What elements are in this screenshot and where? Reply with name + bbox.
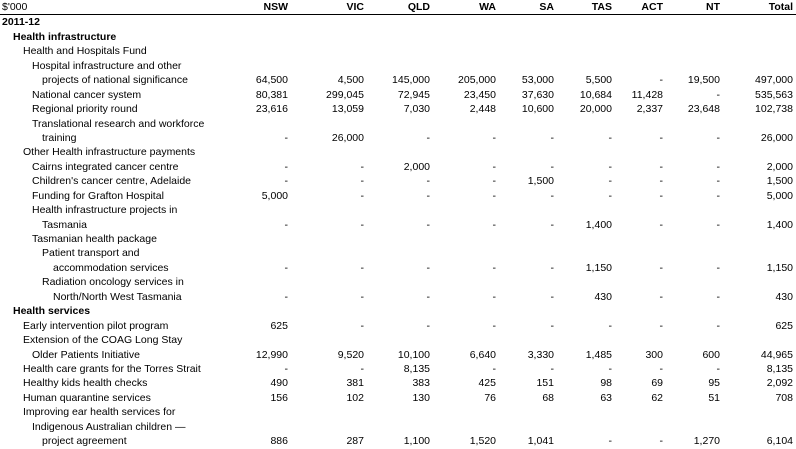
cell-wa: - — [492, 290, 496, 303]
cell-nt: - — [716, 319, 720, 332]
cell-wa: - — [492, 160, 496, 173]
table-row — [0, 189, 796, 203]
cell-wa: 1,520 — [469, 435, 496, 448]
cell-tas: 20,000 — [579, 103, 612, 116]
cell-act: - — [659, 160, 663, 173]
col-header-tas: TAS — [591, 1, 612, 13]
cell-vic: - — [360, 290, 364, 303]
cell-nt: - — [716, 189, 720, 202]
cell-vic: - — [360, 175, 364, 188]
cell-qld: - — [426, 319, 430, 332]
cell-sa: 37,630 — [521, 88, 554, 101]
table-row — [0, 44, 796, 58]
cell-tas: 1,150 — [585, 261, 612, 274]
cell-nsw: - — [284, 175, 288, 188]
table-row — [0, 218, 796, 232]
cell-nt: 51 — [708, 391, 720, 404]
cell-total: 1,150 — [766, 261, 793, 274]
table-row — [0, 405, 796, 419]
cell-tas: - — [608, 189, 612, 202]
cell-nsw: 12,990 — [255, 348, 288, 361]
cell-nsw: - — [284, 218, 288, 231]
table-row — [0, 319, 796, 333]
cell-sa: - — [550, 160, 554, 173]
cell-total: 1,400 — [766, 218, 793, 231]
cell-tas: 63 — [600, 391, 612, 404]
row-label: projects of national significance — [42, 74, 188, 87]
table-row — [0, 160, 796, 174]
row-label: Radiation oncology services in — [42, 276, 184, 289]
cell-nsw: 625 — [270, 319, 288, 332]
cell-wa: 76 — [484, 391, 496, 404]
table-row — [0, 174, 796, 188]
row-label: Health infrastructure projects in — [32, 204, 178, 217]
row-label: Human quarantine services — [23, 391, 151, 404]
cell-tas: 1,485 — [585, 348, 612, 361]
cell-act: - — [659, 290, 663, 303]
table-row — [0, 391, 796, 405]
cell-nt: 19,500 — [687, 74, 720, 87]
row-label: 2011-12 — [2, 16, 40, 29]
cell-qld: 72,945 — [397, 88, 430, 101]
cell-total: 2,000 — [766, 160, 793, 173]
cell-total: 5,000 — [766, 189, 793, 202]
cell-vic: 9,520 — [337, 348, 364, 361]
cell-tas: - — [608, 131, 612, 144]
cell-tas: - — [608, 435, 612, 448]
cell-nt: 23,648 — [687, 103, 720, 116]
cell-sa: 1,041 — [527, 435, 554, 448]
cell-vic: 102 — [346, 391, 364, 404]
row-label: Tasmania — [42, 218, 87, 231]
table-row — [0, 348, 796, 362]
section-header-row — [0, 30, 796, 44]
col-header-nsw: NSW — [263, 1, 288, 13]
cell-sa: 10,600 — [521, 103, 554, 116]
row-label: Extension of the COAG Long Stay — [23, 334, 183, 347]
cell-sa: 3,330 — [527, 348, 554, 361]
cell-nt: - — [716, 261, 720, 274]
cell-qld: - — [426, 131, 430, 144]
table-body — [0, 15, 796, 448]
cell-total: 2,092 — [766, 377, 793, 390]
cell-vic: - — [360, 189, 364, 202]
col-header-total: Total — [768, 1, 793, 13]
table-row — [0, 376, 796, 390]
row-label: Regional priority round — [32, 103, 138, 116]
cell-total: 625 — [775, 319, 793, 332]
table-row — [0, 59, 796, 73]
cell-vic: - — [360, 261, 364, 274]
cell-tas: 1,400 — [585, 218, 612, 231]
cell-act: - — [659, 261, 663, 274]
cell-act: 2,337 — [636, 103, 663, 116]
col-header-sa: SA — [539, 1, 554, 13]
cell-wa: - — [492, 261, 496, 274]
row-label: Health care grants for the Torres Strait — [23, 362, 201, 375]
row-label: Cairns integrated cancer centre — [32, 160, 179, 173]
cell-wa: - — [492, 319, 496, 332]
cell-vic: 299,045 — [326, 88, 364, 101]
cell-wa: 23,450 — [463, 88, 496, 101]
table-row — [0, 73, 796, 87]
cell-nt: 600 — [702, 348, 720, 361]
table-row — [0, 362, 796, 376]
cell-vic: - — [360, 362, 364, 375]
cell-act: 62 — [651, 391, 663, 404]
cell-total: 26,000 — [760, 131, 793, 144]
table-row — [0, 117, 796, 131]
cell-sa: - — [550, 362, 554, 375]
col-header-nt: NT — [706, 1, 720, 13]
cell-total: 535,563 — [755, 88, 793, 101]
cell-tas: - — [608, 175, 612, 188]
col-header-wa: WA — [479, 1, 496, 13]
cell-wa: - — [492, 218, 496, 231]
cell-total: 44,965 — [760, 348, 793, 361]
cell-act: 69 — [651, 377, 663, 390]
cell-nsw: 23,616 — [255, 103, 288, 116]
row-label: Other Health infrastructure payments — [23, 146, 196, 159]
cell-sa: - — [550, 131, 554, 144]
cell-vic: - — [360, 160, 364, 173]
table-row — [0, 434, 796, 448]
cell-vic: 26,000 — [331, 131, 364, 144]
cell-tas: - — [608, 160, 612, 173]
cell-qld: - — [426, 189, 430, 202]
cell-act: - — [659, 74, 663, 87]
cell-qld: 8,135 — [403, 362, 430, 375]
cell-sa: 1,500 — [527, 175, 554, 188]
cell-vic: 287 — [346, 435, 364, 448]
cell-qld: - — [426, 290, 430, 303]
cell-tas: - — [608, 319, 612, 332]
row-label: Improving ear health services for — [23, 406, 176, 419]
cell-act: - — [659, 131, 663, 144]
cell-qld: - — [426, 218, 430, 231]
cell-act: - — [659, 218, 663, 231]
cell-sa: - — [550, 290, 554, 303]
cell-nt: - — [716, 175, 720, 188]
cell-qld: 10,100 — [397, 348, 430, 361]
cell-nsw: 886 — [270, 435, 288, 448]
cell-nsw: - — [284, 131, 288, 144]
cell-total: 708 — [775, 391, 793, 404]
row-label: Early intervention pilot program — [23, 319, 169, 332]
cell-act: 11,428 — [631, 88, 663, 101]
table-row — [0, 290, 796, 304]
cell-nsw: - — [284, 160, 288, 173]
table-row — [0, 333, 796, 347]
row-label: project agreement — [42, 435, 127, 448]
cell-act: 300 — [645, 348, 663, 361]
cell-qld: 383 — [412, 377, 430, 390]
cell-total: 8,135 — [766, 362, 793, 375]
cell-act: - — [659, 319, 663, 332]
cell-tas: 98 — [600, 377, 612, 390]
cell-total: 6,104 — [766, 435, 793, 448]
row-label: training — [42, 131, 77, 144]
cell-qld: 7,030 — [403, 103, 430, 116]
section-header-row — [0, 304, 796, 318]
cell-nsw: - — [284, 261, 288, 274]
cell-nt: - — [716, 218, 720, 231]
section-header-row — [0, 15, 796, 29]
cell-wa: - — [492, 131, 496, 144]
cell-total: 430 — [775, 290, 793, 303]
table-row — [0, 246, 796, 260]
unit-label: $'000 — [2, 1, 28, 13]
cell-vic: 381 — [346, 377, 364, 390]
cell-nsw: 5,000 — [261, 189, 288, 202]
cell-qld: 145,000 — [392, 74, 430, 87]
cell-qld: 1,100 — [403, 435, 430, 448]
cell-sa: - — [550, 189, 554, 202]
col-header-act: ACT — [641, 1, 663, 13]
row-label: Patient transport and — [42, 247, 140, 260]
cell-vic: - — [360, 218, 364, 231]
cell-qld: - — [426, 175, 430, 188]
row-label: Health services — [13, 305, 91, 318]
cell-wa: 425 — [478, 377, 496, 390]
row-label: Healthy kids health checks — [23, 377, 148, 390]
cell-nsw: - — [284, 290, 288, 303]
row-label: Health infrastructure — [13, 30, 117, 43]
row-label: Indigenous Australian children — — [32, 420, 186, 433]
cell-act: - — [659, 362, 663, 375]
cell-total: 102,738 — [755, 103, 793, 116]
row-label: Hospital infrastructure and other — [32, 59, 182, 72]
cell-tas: - — [608, 362, 612, 375]
cell-wa: - — [492, 189, 496, 202]
cell-wa: - — [492, 175, 496, 188]
cell-act: - — [659, 435, 663, 448]
cell-wa: - — [492, 362, 496, 375]
cell-qld: 2,000 — [403, 160, 430, 173]
cell-vic: 4,500 — [337, 74, 364, 87]
cell-tas: 5,500 — [585, 74, 612, 87]
cell-nt: - — [716, 131, 720, 144]
row-label: Funding for Grafton Hospital — [32, 189, 164, 202]
cell-sa: - — [550, 218, 554, 231]
cell-sa: 151 — [536, 377, 554, 390]
cell-nt: - — [716, 362, 720, 375]
cell-nsw: 490 — [270, 377, 288, 390]
cell-nt: - — [716, 160, 720, 173]
row-label: National cancer system — [32, 88, 142, 101]
cell-vic: - — [360, 319, 364, 332]
cell-act: - — [659, 189, 663, 202]
row-label: accommodation services — [53, 261, 169, 274]
row-label: Children's cancer centre, Adelaide — [32, 175, 192, 188]
row-label: Older Patients Initiative — [32, 348, 140, 361]
cell-nsw: 64,500 — [255, 74, 288, 87]
table-row — [0, 131, 796, 145]
table-row — [0, 145, 796, 159]
col-header-vic: VIC — [346, 1, 364, 13]
cell-tas: 10,684 — [579, 88, 612, 101]
table-row — [0, 420, 796, 434]
table-row — [0, 261, 796, 275]
cell-sa: 68 — [542, 391, 554, 404]
row-label: Health and Hospitals Fund — [23, 45, 147, 58]
table-header — [0, 0, 796, 15]
table-row — [0, 232, 796, 246]
cell-sa: - — [550, 261, 554, 274]
cell-wa: 6,640 — [469, 348, 496, 361]
cell-nsw: 80,381 — [255, 88, 288, 101]
table-row — [0, 88, 796, 102]
row-label: Translational research and workforce — [32, 117, 205, 130]
cell-qld: 130 — [412, 391, 430, 404]
cell-act: - — [659, 175, 663, 188]
cell-qld: - — [426, 261, 430, 274]
cell-nsw: - — [284, 362, 288, 375]
cell-wa: 2,448 — [469, 103, 496, 116]
col-header-qld: QLD — [407, 1, 430, 13]
cell-nt: 95 — [708, 377, 720, 390]
cell-tas: 430 — [594, 290, 612, 303]
row-label: Tasmanian health package — [32, 233, 157, 245]
cell-total: 1,500 — [766, 175, 793, 188]
table-row — [0, 102, 796, 116]
cell-nsw: 156 — [270, 391, 288, 404]
cell-total: 497,000 — [755, 74, 793, 87]
row-label: North/North West Tasmania — [53, 290, 182, 303]
cell-nt: 1,270 — [693, 435, 720, 448]
cell-sa: 53,000 — [521, 74, 554, 87]
cell-sa: - — [550, 319, 554, 332]
table-row — [0, 275, 796, 289]
cell-wa: 205,000 — [458, 74, 496, 87]
cell-vic: 13,059 — [331, 103, 364, 116]
table-row — [0, 203, 796, 217]
cell-nt: - — [716, 290, 720, 303]
cell-nt: - — [716, 88, 720, 101]
